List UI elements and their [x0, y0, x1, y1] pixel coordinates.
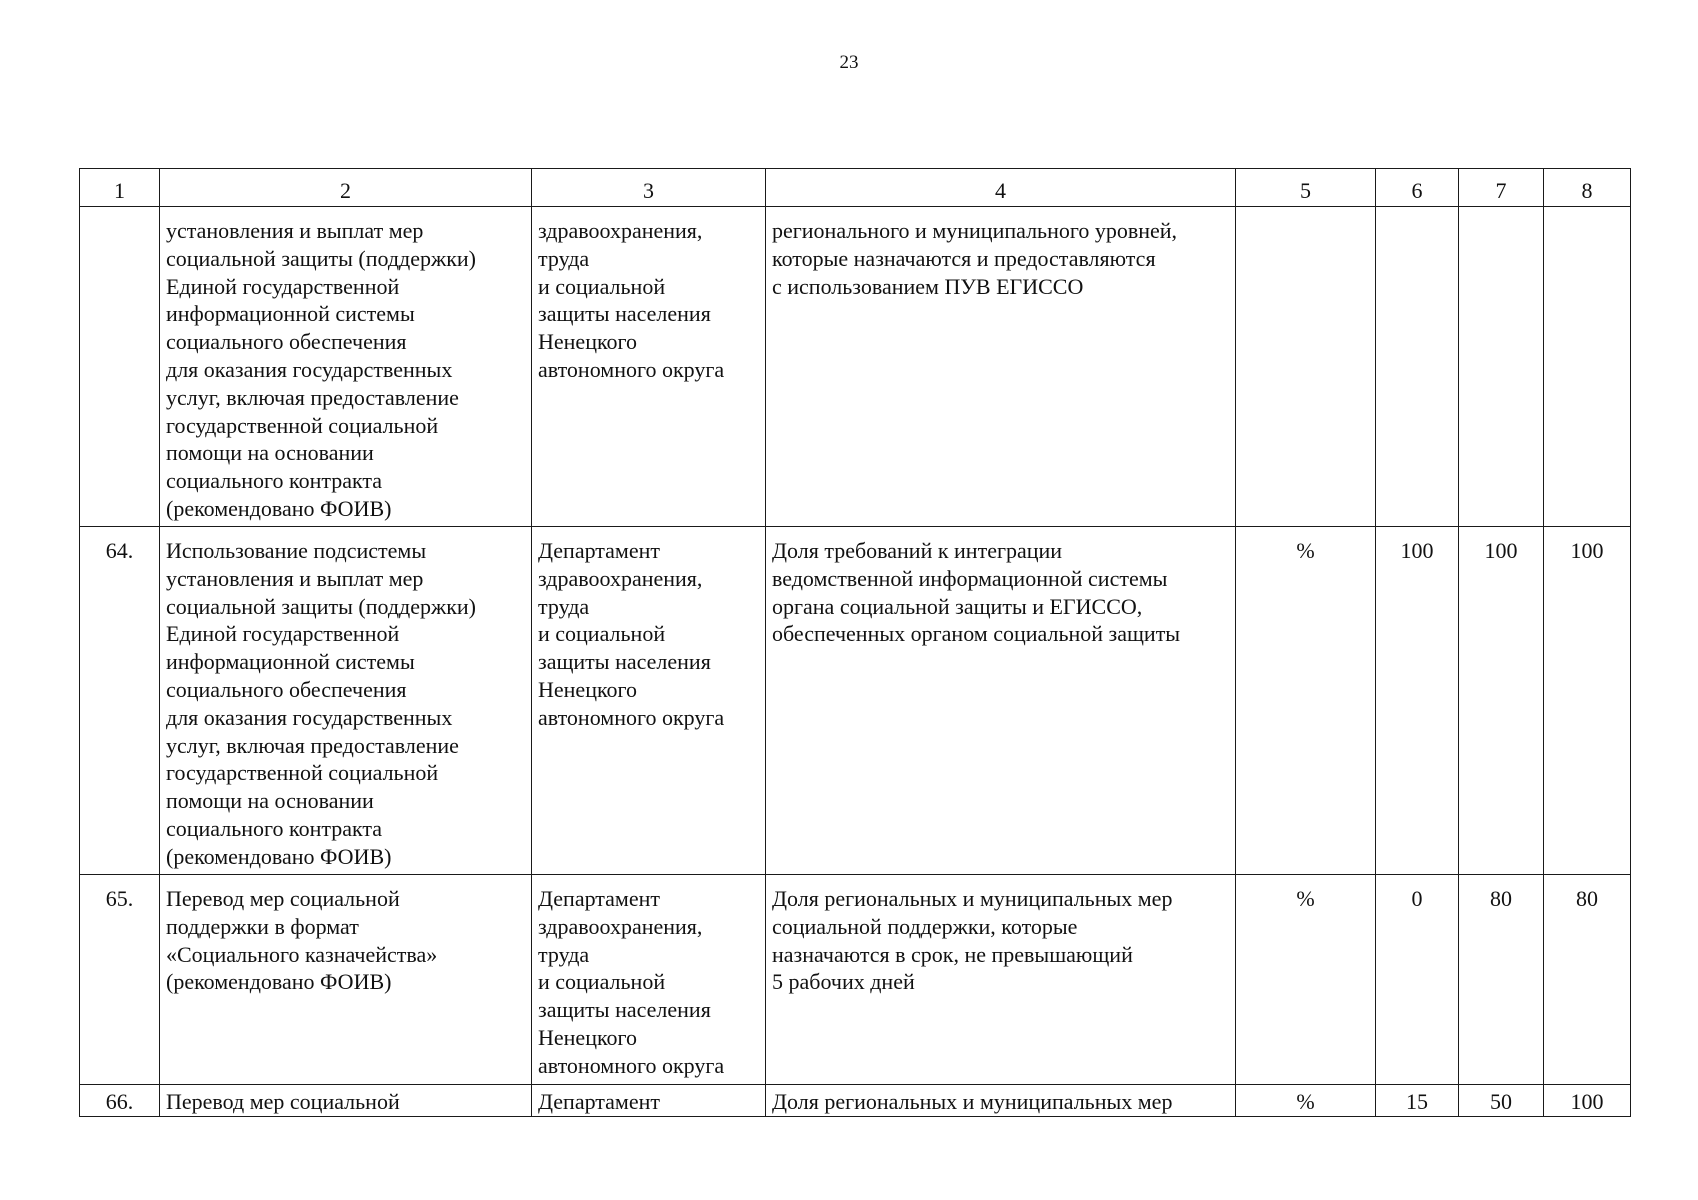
column-header: 3	[532, 169, 766, 207]
unit-cell: %	[1236, 527, 1376, 875]
measure-cell: установления и выплат мер социальной защиты (поддержки) Единой государственной информационной системы социального обеспечения для оказания государственных услуг, включая предоставление государственной социальной помощи на основании социального контракта (рекомендовано ФОИВ)	[160, 207, 532, 527]
value-cell: 0	[1376, 875, 1459, 1085]
value-cell: 50	[1459, 1085, 1544, 1117]
measure-cell: Использование подсистемы установления и выплат мер социальной защиты (поддержки) Единой государственной информационной системы социального обеспечения для оказания государственных услуг, включая предоставление государственной социальной помощи на основании социального контракта (рекомендовано ФОИВ)	[160, 527, 532, 875]
value-cell: 80	[1544, 875, 1631, 1085]
executor-cell: Департамент здравоохранения, труда и социальной защиты населения Ненецкого автономного округа	[532, 875, 766, 1085]
unit-cell: %	[1236, 875, 1376, 1085]
value-cell: 15	[1376, 1085, 1459, 1117]
value-cell	[1376, 207, 1459, 527]
column-header: 1	[80, 169, 160, 207]
value-cell	[1544, 207, 1631, 527]
measure-cell: Перевод мер социальной поддержки в формат «Социального казначейства» (рекомендовано ФОИВ)	[160, 875, 532, 1085]
row-number: 64.	[80, 527, 160, 875]
column-header: 4	[766, 169, 1236, 207]
unit-cell: %	[1236, 1085, 1376, 1117]
column-header: 2	[160, 169, 532, 207]
table-row	[80, 207, 1631, 527]
page-number: 23	[839, 52, 859, 73]
indicator-cell: Доля региональных и муниципальных мер	[766, 1085, 1236, 1117]
value-cell: 100	[1544, 527, 1631, 875]
value-cell: 100	[1459, 527, 1544, 875]
value-cell: 80	[1459, 875, 1544, 1085]
table-row	[80, 527, 1631, 875]
executor-cell: Департамент здравоохранения, труда и социальной защиты населения Ненецкого автономного округа	[532, 527, 766, 875]
executor-cell: Департамент	[532, 1085, 766, 1117]
table-row	[80, 875, 1631, 1085]
row-number: 65.	[80, 875, 160, 1085]
unit-cell	[1236, 207, 1376, 527]
column-header: 5	[1236, 169, 1376, 207]
column-header: 6	[1376, 169, 1459, 207]
value-cell: 100	[1544, 1085, 1631, 1117]
row-number: 66.	[80, 1085, 160, 1117]
value-cell	[1459, 207, 1544, 527]
table-row	[80, 1085, 1631, 1117]
executor-cell: здравоохранения, труда и социальной защиты населения Ненецкого автономного округа	[532, 207, 766, 527]
indicators-table	[79, 168, 1631, 1117]
value-cell: 100	[1376, 527, 1459, 875]
row-number	[80, 207, 160, 527]
indicator-cell: Доля требований к интеграции ведомственной информационной системы органа социальной защиты и ЕГИССО, обеспеченных органом социальной защиты	[766, 527, 1236, 875]
column-header: 8	[1544, 169, 1631, 207]
indicator-cell: регионального и муниципального уровней, которые назначаются и предоставляются с использованием ПУВ ЕГИССО	[766, 207, 1236, 527]
table-header-row	[80, 169, 1631, 207]
column-header: 7	[1459, 169, 1544, 207]
measure-cell: Перевод мер социальной	[160, 1085, 532, 1117]
indicator-cell: Доля региональных и муниципальных мер социальной поддержки, которые назначаются в срок, не превышающий 5 рабочих дней	[766, 875, 1236, 1085]
